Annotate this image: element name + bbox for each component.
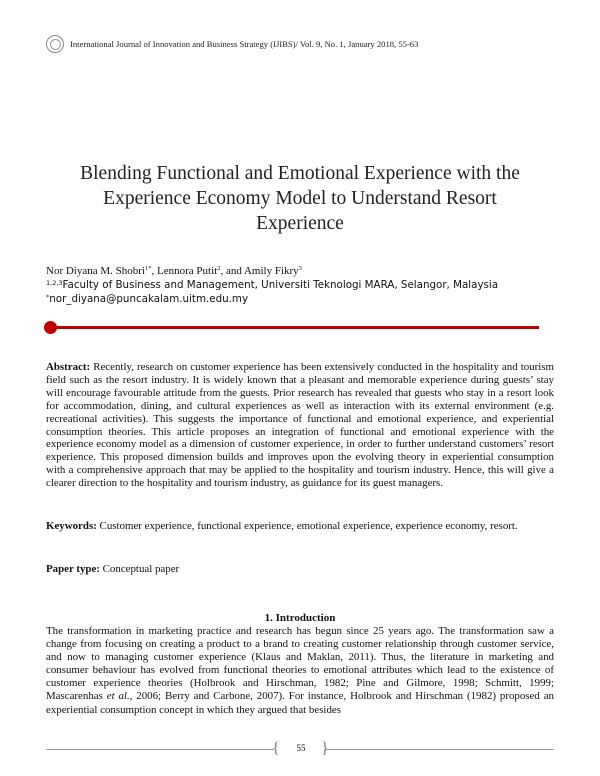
author-3: Amily Fikry — [243, 265, 299, 277]
title-line-2: Experience Economy Model to Understand Resort — [103, 188, 497, 209]
title-line-1: Blending Functional and Emotional Experience with the — [80, 163, 520, 184]
affiliation-text: Faculty of Business and Management, Universiti Teknologi MARA, Selangor, Malaysia — [62, 279, 499, 291]
author-block — [46, 264, 556, 306]
paper-type-text: Conceptual paper — [99, 563, 180, 575]
keywords-label: Keywords: — [46, 520, 97, 532]
intro-etal: et al. — [106, 690, 130, 703]
intro-text-a: The transformation in marketing practice and research has begun since 25 years ago. The transformation saw a change from focusing on creating a product to a brand to creating customer relationship through customer service, and now to managing customer experience (Klaus and Maklan, 2011). Thus, the literature in marketing and consumer behaviour has evolved from functional theories to emotional attributes which lead to the existence of customer experience theories (Holbrook and Hirschman, 1982; Pine and Gilmore, 1998; Schmitt, 1999; Mascarenhas — [46, 625, 554, 703]
section-heading: 1. Introduction — [264, 612, 336, 624]
email-sup: * — [46, 293, 50, 301]
title-divider — [52, 326, 539, 329]
author-sep: , — [151, 265, 157, 277]
author-names — [46, 264, 556, 278]
journal-logo-icon — [46, 35, 64, 53]
paper-type-label: Paper type: — [46, 563, 100, 575]
email-text[interactable]: nor_diyana@puncakalam.uitm.edu.my — [49, 293, 249, 305]
journal-citation: International Journal of Innovation and Business Strategy (IJIBS)/ Vol. 9, No. 1, January 2018, 55-63 — [70, 39, 419, 49]
title-line-3: Experience — [256, 213, 344, 234]
footer-line-right — [326, 749, 554, 750]
introduction-body — [46, 625, 554, 717]
author-2: Lennora Putit — [157, 265, 218, 277]
running-header — [46, 34, 566, 54]
affiliation-sup: 1,2,3 — [46, 279, 63, 287]
right-brace-icon: } — [321, 740, 329, 757]
keywords-text: Customer experience, functional experience, emotional experience, experience economy, resort. — [96, 520, 518, 532]
abstract — [46, 361, 554, 490]
paper-title — [40, 161, 560, 236]
footer-line-left — [46, 749, 274, 750]
author-2-sup: 2 — [217, 265, 221, 272]
paper-type — [46, 563, 554, 576]
affiliation — [46, 278, 556, 292]
divider-dot-icon — [44, 321, 57, 334]
author-sep: , and — [220, 265, 244, 277]
abstract-text: Recently, research on customer experience has been extensively conducted in the hospitality and tourism field such as the resort industry. It is widely known that a pleasant and memorable experience during guests’ stay will encourage favourable attitude from the guests. Prior research has revealed that guests who stay in a resort look for accommodation, dining, and cultural experiences as well as interaction with its external environment (e.g. recreational activities). This suggests the importance of functional and emotional experience, and experiential consumption theories. This article proposes an integration of functional and emotional experience with the experience economy model as a dimension of customer experience, in order to further understand customers’ resort experience. This proposed dimension builds and improves upon the evolving theory in experiential consumption with a comprehensive approach that may be applied to the hospitality and tourism industry. Hence, this will give a clearer direction to the hospitality and tourism industry, as guidance for its guest managers. — [46, 361, 554, 490]
author-1-sup: 1* — [145, 265, 152, 272]
abstract-label: Abstract: — [46, 361, 91, 373]
author-3-sup: 3 — [298, 265, 302, 272]
page-footer — [46, 742, 554, 756]
left-brace-icon: { — [272, 740, 280, 757]
keywords — [46, 520, 554, 533]
page-number: 55 — [296, 743, 306, 753]
author-1: Nor Diyana M. Shobri — [46, 265, 145, 277]
corresponding-email — [46, 292, 556, 306]
intro-text-b: , 2006; Berry and Carbone, 2007). For instance, Holbrook and Hirschman (1982) proposed an experiential consumption concept in which they argued that besides — [46, 690, 554, 716]
